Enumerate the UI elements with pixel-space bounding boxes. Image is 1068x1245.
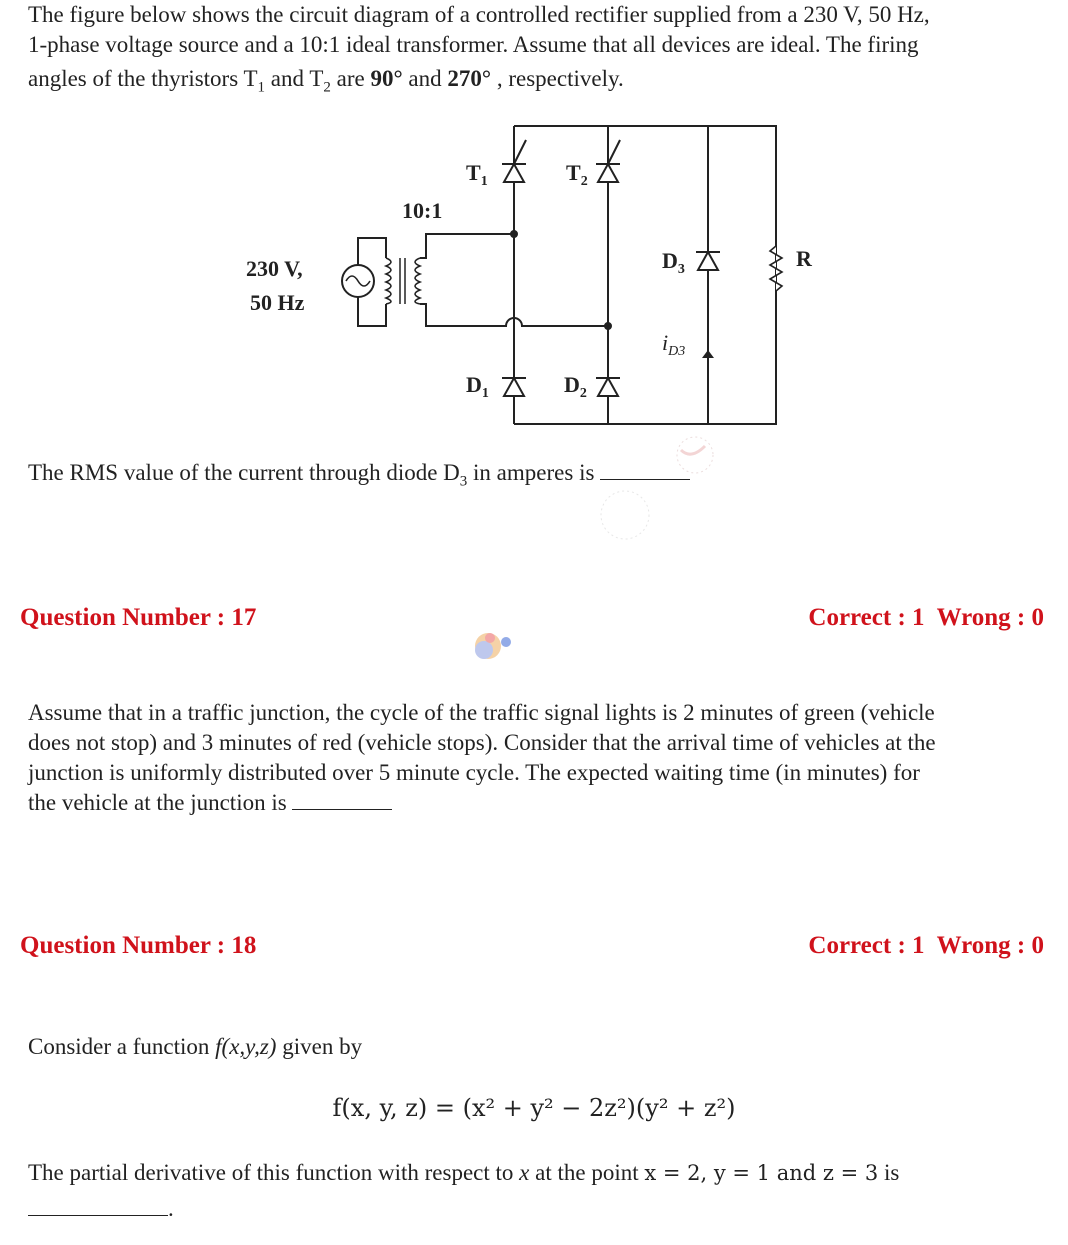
q17-line4: the vehicle at the junction is <box>28 788 1048 818</box>
q17-answer-blank[interactable] <box>292 809 392 810</box>
turns-ratio-label: 10:1 <box>402 198 443 223</box>
q18-intro: Consider a function f(x,y,z) given by <box>28 1034 363 1059</box>
svg-text:D2: $D_2$ <box>564 372 587 401</box>
q18-score: Correct : 1 Wrong : 0 <box>808 932 1044 959</box>
id3-label: i <box>662 330 669 355</box>
t2-label: T <box>566 160 581 185</box>
d2-label: D <box>564 372 580 397</box>
svg-text:iD3: $i_{D3}$ <box>662 330 686 359</box>
t1-label: T <box>466 160 481 185</box>
q18-header <box>20 932 1044 966</box>
q16-intro-line1: The figure below shows the circuit diagram of a controlled rectifier supplied from a 230 V, 50 Hz, <box>28 2 930 27</box>
q18-point: x = 2, y = 1 and z = 3 <box>644 1161 879 1185</box>
q16-question: The RMS value of the current through diode $D_3$ in amperes is <box>28 458 1048 497</box>
svg-text:D3: $D_3$ <box>662 248 685 277</box>
q18-number: Question Number : 18 <box>20 932 257 959</box>
q18-function-name: f(x,y,z) <box>215 1034 277 1059</box>
diode-d3-icon <box>696 252 720 270</box>
resistor-icon <box>770 246 782 291</box>
q16-intro-line3: angles of the thyristors $T_1$ and $T_2$ are 90° and 270° , respectively. <box>28 66 624 96</box>
ac-source-icon <box>342 265 374 297</box>
q17-number: Question Number : 17 <box>20 604 257 631</box>
q16-intro <box>28 0 1048 103</box>
q17-line1: Assume that in a traffic junction, the cycle of the traffic signal lights is 2 minutes of green (vehicle <box>28 700 935 725</box>
q18-question: The partial derivative of this function with respect to x at the point x = 2, y = 1 and z = 3 is . <box>28 1160 900 1221</box>
diode-d2-icon <box>596 378 620 396</box>
source-frequency-label: 50 Hz <box>250 290 305 315</box>
svg-text:T1: $T_1$ <box>466 160 488 189</box>
diode-d1-icon <box>502 378 526 396</box>
angle-t1: 90° <box>370 66 403 91</box>
source-voltage-label: 230 V, <box>246 256 303 281</box>
d1-label: D <box>466 372 482 397</box>
d3-label: D <box>662 248 678 273</box>
q18-answer-blank[interactable] <box>28 1215 168 1216</box>
svg-text:D1: $D_1$ <box>466 372 489 401</box>
angle-t2: 270° <box>447 66 492 91</box>
q18-equation: f(x, y, z) = (x² + y² − 2z²)(y² + z²) <box>332 1094 736 1122</box>
q17-body <box>28 698 1048 818</box>
q17-score: Correct : 1 Wrong : 0 <box>808 604 1044 631</box>
transformer-icon <box>386 258 420 304</box>
q17-line3: junction is uniformly distributed over 5 minute cycle. The expected waiting time (in minutes) for <box>28 760 920 785</box>
q17-line2: does not stop) and 3 minutes of red (vehicle stops). Consider that the arrival time of vehicles at the <box>28 730 936 755</box>
rectifier-circuit-diagram <box>230 118 812 438</box>
current-arrow-icon <box>702 350 714 358</box>
q17-header <box>20 604 1044 638</box>
q16-intro-line2: 1-phase voltage source and a 10:1 ideal transformer. Assume that all devices are ideal. The firing <box>28 32 919 57</box>
resistor-label: R <box>796 246 812 271</box>
logo-icon <box>470 626 520 668</box>
watermark-logo-icon <box>585 420 735 560</box>
svg-text:T2: $T_2$ <box>566 160 588 189</box>
